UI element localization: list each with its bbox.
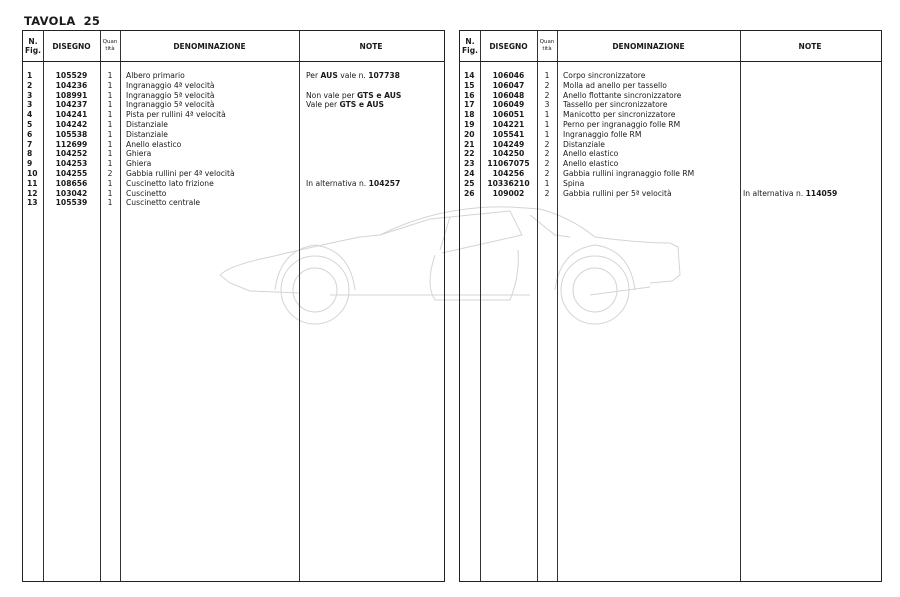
denomination: Molla ad anello per tassello <box>563 80 667 90</box>
drawing-number: 112699 <box>55 139 88 149</box>
fig-number: 10 <box>27 168 38 178</box>
drawing-number: 106051 <box>492 110 525 120</box>
fig-number: 12 <box>27 188 38 198</box>
quantity: 1 <box>107 90 113 100</box>
drawing-number: 105541 <box>492 129 525 139</box>
quantity: 1 <box>544 129 550 139</box>
drawing-number: 105538 <box>55 129 88 139</box>
fig-number: 24 <box>464 168 475 178</box>
table-row <box>460 140 881 150</box>
note: In alternativa n. 104257 <box>306 178 401 188</box>
table-row <box>23 91 444 101</box>
fig-number: 17 <box>464 100 475 110</box>
drawing-number: 104252 <box>55 149 88 159</box>
drawing-number: 104256 <box>492 168 525 178</box>
fig-number: 23 <box>464 159 475 169</box>
drawing-number: 104237 <box>55 100 88 110</box>
title-number: 25 <box>83 14 101 28</box>
fig-number: 22 <box>464 149 475 159</box>
fig-number: 11 <box>27 178 38 188</box>
drawing-number: 108991 <box>55 90 88 100</box>
table-row <box>23 81 444 91</box>
table-row <box>460 91 881 101</box>
denomination: Corpo sincronizzatore <box>563 71 646 80</box>
title-label: TAVOLA <box>24 14 76 28</box>
drawing-number: 104253 <box>55 159 88 169</box>
fig-number: 25 <box>464 178 475 188</box>
denomination: Distanziale <box>126 129 168 139</box>
quantity: 1 <box>107 159 113 169</box>
quantity: 1 <box>107 149 113 159</box>
fig-number: 5 <box>27 119 33 129</box>
quantity: 1 <box>107 139 113 149</box>
denomination: Distanziale <box>563 139 605 149</box>
quantity: 2 <box>544 139 550 149</box>
quantity: 1 <box>544 110 550 120</box>
denomination: Gabbia rullini per 4ª velocità <box>126 168 235 178</box>
fig-number: 16 <box>464 90 475 100</box>
drawing-number: 109002 <box>492 188 525 198</box>
fig-number: 6 <box>27 129 33 139</box>
table-row <box>460 120 881 130</box>
table-row <box>23 159 444 169</box>
denomination: Spina <box>563 178 585 188</box>
header-note: NOTE <box>798 41 822 51</box>
fig-number: 19 <box>464 119 475 129</box>
header-denominazione: DENOMINAZIONE <box>612 41 685 51</box>
denomination: Ghiera <box>126 149 152 159</box>
quantity: 1 <box>544 71 550 80</box>
table-row <box>460 81 881 91</box>
fig-number: 4 <box>27 110 33 120</box>
fig-number: 13 <box>27 198 38 208</box>
quantity: 1 <box>107 178 113 188</box>
drawing-number: 104221 <box>492 119 525 129</box>
header-note: NOTE <box>359 41 383 51</box>
table-row <box>460 179 881 189</box>
drawing-number: 106047 <box>492 80 525 90</box>
quantity: 1 <box>544 178 550 188</box>
denomination: Anello flottante sincronizzatore <box>563 90 682 100</box>
denomination: Manicotto per sincronizzatore <box>563 110 676 120</box>
quantity: 2 <box>107 168 113 178</box>
header-disegno: DISEGNO <box>52 41 91 51</box>
parts-table-left <box>22 30 445 582</box>
drawing-number: 104249 <box>492 139 525 149</box>
fig-number: 9 <box>27 159 33 169</box>
note: Non vale per GTS e AUS <box>306 90 402 100</box>
header-fig: N. Fig. <box>462 37 478 55</box>
denomination: Ingranaggio folle RM <box>563 129 642 139</box>
quantity: 2 <box>544 168 550 178</box>
drawing-number: 106049 <box>492 100 525 110</box>
table-row <box>460 149 881 159</box>
quantity: 1 <box>544 119 550 129</box>
fig-number: 3 <box>27 100 33 110</box>
note: Per AUS vale n. 107738 <box>306 71 400 80</box>
fig-number: 15 <box>464 80 475 90</box>
quantity: 2 <box>544 80 550 90</box>
drawing-number: 103042 <box>55 188 88 198</box>
drawing-number: 10336210 <box>487 178 530 188</box>
fig-number: 26 <box>464 188 475 198</box>
denomination: Gabbia rullini ingranaggio folle RM <box>563 168 695 178</box>
denomination: Ghiera <box>126 159 152 169</box>
quantity: 2 <box>544 159 550 169</box>
quantity: 1 <box>107 100 113 110</box>
quantity: 1 <box>107 71 113 80</box>
table-row <box>460 169 881 179</box>
denomination: Cuscinetto centrale <box>126 198 201 208</box>
fig-number: 8 <box>27 149 33 159</box>
drawing-number: 106046 <box>492 71 525 80</box>
fig-number: 2 <box>27 80 33 90</box>
quantity: 1 <box>107 198 113 208</box>
denomination: Distanziale <box>126 119 168 129</box>
drawing-number: 104250 <box>492 149 525 159</box>
table-row <box>23 198 444 208</box>
rows-right <box>460 71 881 198</box>
table-row <box>460 100 881 110</box>
table-row <box>23 120 444 130</box>
denomination: Tassello per sincronizzatore <box>563 100 668 110</box>
table-row <box>23 130 444 140</box>
denomination: Perno per ingranaggio folle RM <box>563 119 681 129</box>
page-title <box>24 14 100 28</box>
table-row <box>460 130 881 140</box>
fig-number: 20 <box>464 129 475 139</box>
table-row <box>23 110 444 120</box>
header-quantita: Quan tità <box>102 39 118 52</box>
drawing-number: 106048 <box>492 90 525 100</box>
denomination: Pista per rullini 4ª velocità <box>126 110 226 120</box>
drawing-number: 105529 <box>55 71 88 80</box>
quantity: 1 <box>107 110 113 120</box>
quantity: 1 <box>107 80 113 90</box>
header-disegno: DISEGNO <box>489 41 528 51</box>
denomination: Anello elastico <box>563 149 619 159</box>
table-row <box>23 140 444 150</box>
table-row <box>460 110 881 120</box>
table-row <box>23 169 444 179</box>
drawing-number: 105539 <box>55 198 88 208</box>
table-row <box>23 100 444 110</box>
header-denominazione: DENOMINAZIONE <box>173 41 246 51</box>
table-row <box>23 179 444 189</box>
denomination: Ingranaggio 5ª velocità <box>126 90 215 100</box>
quantity: 1 <box>107 129 113 139</box>
quantity: 2 <box>544 188 550 198</box>
fig-number: 21 <box>464 139 475 149</box>
table-row <box>23 149 444 159</box>
note: In alternativa n. 114059 <box>743 188 838 198</box>
drawing-number: 104242 <box>55 119 88 129</box>
denomination: Anello elastico <box>126 139 182 149</box>
table-row <box>23 189 444 199</box>
fig-number: 18 <box>464 110 475 120</box>
table-row <box>460 71 881 81</box>
denomination: Gabbia rullini per 5ª velocità <box>563 188 672 198</box>
denomination: Albero primario <box>126 71 185 80</box>
fig-number: 1 <box>27 71 33 80</box>
denomination: Cuscinetto lato frizione <box>126 178 214 188</box>
denomination: Ingranaggio 5ª velocità <box>126 100 215 110</box>
note: Vale per GTS e AUS <box>306 100 384 110</box>
denomination: Ingranaggio 4ª velocità <box>126 80 215 90</box>
quantity: 3 <box>544 100 550 110</box>
drawing-number: 104236 <box>55 80 88 90</box>
drawing-number: 11067075 <box>487 159 530 169</box>
denomination: Anello elastico <box>563 159 619 169</box>
fig-number: 7 <box>27 139 33 149</box>
parts-table-right <box>459 30 882 582</box>
header-fig: N. Fig. <box>25 37 41 55</box>
denomination: Cuscinetto <box>126 188 167 198</box>
fig-number: 14 <box>464 71 475 80</box>
drawing-number: 104255 <box>55 168 88 178</box>
header-quantita: Quan tità <box>539 39 555 52</box>
drawing-number: 108656 <box>55 178 88 188</box>
rows-left <box>23 71 444 208</box>
quantity: 1 <box>107 119 113 129</box>
fig-number: 3 <box>27 90 33 100</box>
drawing-number: 104241 <box>55 110 88 120</box>
table-row <box>460 159 881 169</box>
quantity: 1 <box>107 188 113 198</box>
table-row <box>23 71 444 81</box>
quantity: 2 <box>544 90 550 100</box>
table-row <box>460 189 881 199</box>
quantity: 2 <box>544 149 550 159</box>
